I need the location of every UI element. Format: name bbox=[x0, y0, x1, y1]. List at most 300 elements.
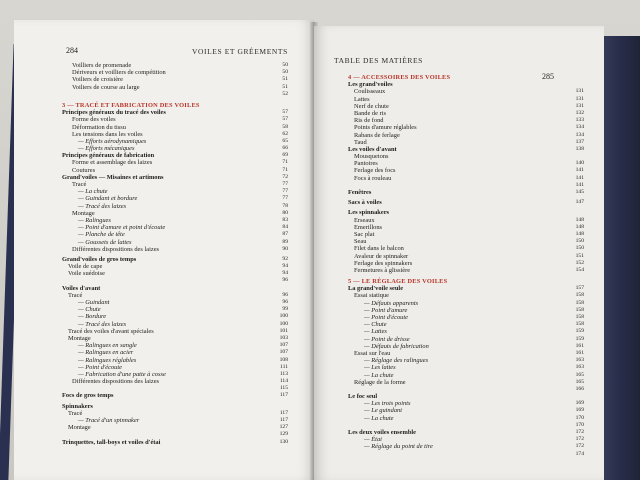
toc-entry bbox=[348, 224, 584, 231]
toc-entry-page: 84 bbox=[282, 224, 288, 231]
toc-entry-title: — Réglage des ralingues bbox=[364, 357, 429, 365]
toc-entry bbox=[62, 91, 288, 98]
toc-entry bbox=[348, 124, 584, 131]
toc-entry-title: Ferlage des focs bbox=[354, 167, 396, 175]
toc-entry-title: Sac plat bbox=[354, 230, 375, 238]
toc-entry-title: — Chute bbox=[78, 306, 101, 314]
toc-entry bbox=[62, 62, 288, 69]
toc-entry-title: Fermetures à glissière bbox=[354, 266, 411, 274]
toc-entry bbox=[348, 189, 584, 196]
toc-entry bbox=[62, 76, 288, 83]
toc-entry bbox=[348, 238, 584, 245]
toc-entry bbox=[348, 245, 584, 252]
toc-entry bbox=[348, 407, 584, 414]
toc-entry-title: 5 — LE RÉGLAGE DES VOILES bbox=[348, 278, 448, 286]
toc-entry-title: Tracé bbox=[68, 409, 83, 417]
toc-entry-title: Emerillons bbox=[354, 223, 383, 231]
toc-entry-page: 50 bbox=[282, 62, 288, 68]
toc-entry-title: Déformation du tissu bbox=[72, 123, 126, 131]
toc-entry-title: Rabans de ferlage bbox=[354, 131, 400, 139]
toc-entry-title: Forme et assemblage des laizes bbox=[72, 159, 153, 167]
toc-entry-title: — Guindant et bordure bbox=[78, 195, 138, 203]
toc-entry-title: — Point d'amure bbox=[364, 306, 408, 314]
toc-entry-page: 131 bbox=[575, 102, 584, 109]
toc-entry bbox=[348, 96, 584, 103]
toc-entry-page: 87 bbox=[282, 231, 288, 238]
toc-entry-page: 170 bbox=[575, 414, 584, 421]
toc-entry bbox=[348, 253, 584, 260]
toc-entry-title: Avaleur de spinnaker bbox=[354, 252, 409, 260]
toc-entry bbox=[348, 267, 584, 274]
toc-entry-page: 94 bbox=[282, 263, 288, 270]
toc-entry bbox=[348, 103, 584, 110]
toc-entry-page: 101 bbox=[279, 327, 288, 334]
toc-entry-title: Le foc seul bbox=[348, 393, 378, 401]
toc-entry bbox=[62, 231, 288, 238]
toc-entry-title: Sacs à voiles bbox=[348, 199, 382, 207]
toc-entry bbox=[62, 124, 288, 131]
toc-entry bbox=[348, 451, 584, 458]
toc-entry-title: Points d'amure réglables bbox=[354, 124, 417, 132]
toc-entry-title: — Lattes bbox=[364, 328, 387, 336]
toc-entry-page: 117 bbox=[279, 392, 288, 399]
toc-entry bbox=[348, 336, 584, 343]
toc-entry-title: — Étai bbox=[364, 436, 382, 444]
toc-entry-page: 52 bbox=[282, 90, 288, 97]
toc-entry-title: Forme des voiles bbox=[72, 116, 116, 124]
toc-entry bbox=[348, 300, 584, 307]
toc-entry-title: Ferlage des spinnakers bbox=[354, 259, 413, 267]
toc-entry-page: 148 bbox=[575, 216, 584, 223]
toc-entry-title: — Réglage du point de tire bbox=[364, 443, 433, 451]
toc-entry-title: Trinquettes, tall-boys et voiles d'étai bbox=[62, 438, 161, 446]
toc-entry-title: — Les trois points bbox=[364, 400, 411, 408]
toc-entry-page: 58 bbox=[282, 123, 288, 130]
toc-entry bbox=[348, 167, 584, 174]
toc-entry bbox=[348, 217, 584, 224]
toc-entry bbox=[348, 415, 584, 422]
toc-entry bbox=[348, 443, 584, 450]
toc-entry-page: 111 bbox=[280, 363, 288, 370]
toc-entry bbox=[348, 81, 584, 88]
toc-entry-title: — Tracé des laizes bbox=[78, 202, 127, 210]
toc-entry-page: 141 bbox=[575, 167, 584, 174]
toc-entry-page: 141 bbox=[575, 174, 584, 181]
toc-entry bbox=[62, 131, 288, 138]
toc-entry-page: 165 bbox=[575, 378, 584, 385]
toc-entry bbox=[62, 424, 288, 431]
toc-entry bbox=[62, 371, 288, 378]
right-page bbox=[314, 26, 604, 480]
toc-entry-title: Réglage de la forme bbox=[354, 378, 406, 386]
toc-entry-page: 115 bbox=[279, 385, 288, 392]
toc-entry bbox=[62, 439, 288, 446]
toc-entry-page: 117 bbox=[279, 409, 288, 416]
right-page-header: TABLE DES MATIÈRES bbox=[334, 56, 423, 65]
toc-entry bbox=[62, 256, 288, 263]
toc-entry-page: 137 bbox=[575, 138, 584, 145]
toc-entry-page: 72 bbox=[282, 173, 288, 180]
toc-entry-page: 89 bbox=[282, 238, 288, 245]
toc-entry-title: Erseaux bbox=[354, 216, 375, 224]
toc-entry bbox=[348, 379, 584, 386]
toc-entry-page: 169 bbox=[575, 407, 584, 414]
toc-entry bbox=[62, 357, 288, 364]
toc-entry bbox=[348, 436, 584, 443]
toc-entry-title: — Ralingues en sangle bbox=[78, 342, 137, 350]
toc-entry-page: 83 bbox=[282, 216, 288, 223]
toc-entry-page: 163 bbox=[575, 357, 584, 364]
toc-entry-page: 150 bbox=[575, 245, 584, 252]
toc-entry-title: Voile suédoise bbox=[68, 270, 105, 278]
toc-entry-page: 132 bbox=[575, 109, 584, 116]
toc-entry bbox=[348, 231, 584, 238]
toc-entry-page: 51 bbox=[282, 83, 288, 90]
toc-entry-page: 96 bbox=[282, 299, 288, 305]
toc-entry-page: 130 bbox=[279, 438, 288, 445]
toc-entry-page: 50 bbox=[282, 69, 288, 76]
toc-entry bbox=[62, 181, 288, 188]
toc-entry bbox=[348, 132, 584, 139]
toc-entry bbox=[62, 263, 288, 270]
toc-entry-page: 129 bbox=[279, 431, 288, 438]
toc-entry bbox=[62, 145, 288, 152]
toc-entry-title: Voile de cape bbox=[68, 263, 103, 271]
toc-entry-page: 148 bbox=[575, 230, 584, 237]
toc-entry bbox=[62, 167, 288, 174]
toc-entry-page: 158 bbox=[575, 299, 584, 306]
toc-entry-title: Principes généraux de fabrication bbox=[62, 152, 155, 160]
toc-entry-title: Taud bbox=[354, 138, 367, 146]
toc-entry-title: Grand'voiles de gros temps bbox=[62, 255, 137, 263]
toc-entry-title: Montage bbox=[72, 209, 95, 217]
toc-entry-page: 163 bbox=[575, 364, 584, 371]
toc-entry bbox=[62, 321, 288, 328]
toc-entry-title: Seau bbox=[354, 238, 367, 246]
toc-entry-page: 100 bbox=[279, 313, 288, 320]
toc-entry-title: Lattes bbox=[354, 95, 370, 103]
toc-entry-page: 77 bbox=[282, 188, 288, 195]
toc-entry bbox=[348, 146, 584, 153]
toc-entry-page: 80 bbox=[282, 209, 288, 216]
toc-entry-page: 150 bbox=[575, 238, 584, 245]
toc-entry bbox=[62, 378, 288, 385]
toc-entry bbox=[62, 385, 288, 392]
toc-entry bbox=[348, 139, 584, 146]
toc-entry-title: Fenêtres bbox=[348, 189, 372, 196]
toc-entry bbox=[62, 392, 288, 399]
toc-entry-page: 158 bbox=[575, 292, 584, 299]
toc-entry bbox=[348, 117, 584, 124]
toc-entry-page: 169 bbox=[575, 400, 584, 407]
toc-entry bbox=[62, 431, 288, 438]
toc-entry-title: — Point d'écoute bbox=[78, 363, 122, 371]
toc-entry-title: Pantoires bbox=[354, 160, 378, 168]
toc-entry-page: 166 bbox=[575, 385, 584, 392]
toc-entry-title: Les voiles d'avant bbox=[348, 145, 397, 153]
toc-entry bbox=[62, 328, 288, 335]
toc-entry-title: Coulisseaux bbox=[354, 88, 386, 96]
toc-entry-page: 108 bbox=[279, 356, 288, 363]
left-page-number: 284 bbox=[66, 46, 78, 55]
toc-entry bbox=[348, 199, 584, 206]
left-page bbox=[14, 20, 314, 480]
toc-entry-title: — Goussets de lattes bbox=[78, 238, 132, 246]
toc-entry-title: Tracé des voiles d'avant spéciales bbox=[68, 327, 154, 335]
toc-entry-title: — La chute bbox=[364, 371, 394, 379]
toc-entry-page: 51 bbox=[282, 76, 288, 83]
toc-entry bbox=[348, 422, 584, 429]
toc-entry-title: — Défauts apparents bbox=[364, 299, 419, 307]
toc-entry-title: — Planche de tête bbox=[78, 231, 125, 239]
toc-entry-page: 148 bbox=[575, 223, 584, 230]
toc-entry-page: 134 bbox=[575, 131, 584, 138]
toc-entry-page: 158 bbox=[575, 321, 584, 328]
toc-chapter-heading bbox=[348, 74, 584, 81]
toc-entry bbox=[62, 69, 288, 76]
toc-entry bbox=[348, 343, 584, 350]
toc-entry bbox=[348, 314, 584, 321]
toc-entry bbox=[62, 313, 288, 320]
toc-entry-title: 4 — ACCESSOIRES DES VOILES bbox=[348, 74, 451, 81]
toc-entry-title: 3 — TRACÉ ET FABRICATION DES VOILES bbox=[62, 101, 200, 109]
toc-entry-page: 103 bbox=[279, 334, 288, 341]
toc-entry-page: 117 bbox=[279, 417, 288, 423]
toc-entry bbox=[62, 210, 288, 217]
toc-entry-title: Tracé bbox=[72, 181, 87, 188]
toc-entry-title: — Tracé des laizes bbox=[78, 320, 127, 328]
toc-entry-page: 133 bbox=[575, 117, 584, 124]
toc-entry bbox=[348, 350, 584, 357]
toc-entry-title: Voiles d'avant bbox=[62, 284, 101, 292]
toc-entry-page: 71 bbox=[282, 159, 288, 166]
toc-entry-page: 96 bbox=[282, 291, 288, 298]
toc-entry-page: 113 bbox=[279, 370, 288, 377]
toc-entry-title: Voiliers de croisière bbox=[72, 76, 123, 84]
toc-entry-title: — Ralingues bbox=[78, 216, 111, 224]
toc-entry bbox=[348, 364, 584, 371]
toc-entry-title: — La chute bbox=[364, 414, 394, 422]
toc-entry-title: Principes généraux du tracé des voiles bbox=[62, 109, 166, 117]
toc-entry-page: 140 bbox=[575, 160, 584, 167]
toc-entry bbox=[62, 159, 288, 166]
toc-entry-title: Essai sur l'eau bbox=[354, 349, 391, 357]
toc-entry-title: Ris de fond bbox=[354, 117, 384, 125]
right-toc bbox=[348, 74, 584, 458]
toc-entry-page: 78 bbox=[282, 202, 288, 209]
toc-entry bbox=[348, 321, 584, 328]
toc-entry bbox=[348, 209, 584, 216]
toc-entry-page: 65 bbox=[282, 137, 288, 144]
toc-entry-title: Focs de gros temps bbox=[62, 392, 114, 400]
toc-entry bbox=[62, 403, 288, 410]
toc-entry-title: Montage bbox=[68, 424, 91, 432]
toc-entry-page: 172 bbox=[575, 429, 584, 435]
toc-entry-title: Les tensions dans les voiles bbox=[72, 130, 143, 138]
toc-entry-title: Les deux voiles ensemble bbox=[348, 429, 416, 436]
toc-entry-page: 77 bbox=[282, 181, 288, 187]
toc-entry-page: 154 bbox=[575, 266, 584, 273]
toc-entry-title: — Efforts mécaniques bbox=[78, 145, 135, 153]
toc-entry-page: 159 bbox=[575, 328, 584, 335]
toc-entry bbox=[348, 292, 584, 299]
toc-entry-title: — Point de drisse bbox=[364, 335, 410, 343]
toc-entry-page: 161 bbox=[575, 342, 584, 349]
toc-entry-title: — Défauts de fabrication bbox=[364, 342, 429, 350]
toc-entry-title: Voilliers de promenade bbox=[72, 62, 132, 69]
toc-entry-page: 159 bbox=[575, 335, 584, 342]
toc-entry-title: Grand'voiles — Misaines et artimons bbox=[62, 173, 164, 181]
toc-entry bbox=[62, 335, 288, 342]
toc-entry-page: 141 bbox=[575, 181, 584, 188]
toc-entry-title: Nerf de chute bbox=[354, 102, 389, 110]
toc-entry-page: 96 bbox=[282, 277, 288, 284]
toc-entry bbox=[62, 292, 288, 299]
toc-entry-title: Bande de ris bbox=[354, 109, 386, 117]
toc-entry-title: — Fabrication d'une patte à cosse bbox=[78, 370, 166, 378]
toc-entry bbox=[62, 217, 288, 224]
toc-entry-page: 138 bbox=[575, 145, 584, 152]
toc-entry bbox=[62, 299, 288, 306]
toc-entry-title: — Tracé d'un spinnaker bbox=[78, 417, 140, 424]
toc-entry-page: 134 bbox=[575, 124, 584, 131]
toc-entry-title: — La chute bbox=[78, 188, 108, 196]
toc-entry-title: Coutures bbox=[72, 166, 96, 174]
toc-entry bbox=[348, 88, 584, 95]
toc-entry bbox=[62, 270, 288, 277]
toc-entry bbox=[348, 357, 584, 364]
toc-entry bbox=[62, 277, 288, 284]
toc-entry bbox=[62, 410, 288, 417]
toc-entry bbox=[348, 160, 584, 167]
toc-entry-page: 158 bbox=[575, 306, 584, 313]
toc-entry-page: 158 bbox=[575, 314, 584, 320]
toc-entry bbox=[62, 116, 288, 123]
toc-entry bbox=[62, 203, 288, 210]
left-toc bbox=[62, 62, 288, 446]
toc-entry bbox=[348, 307, 584, 314]
toc-entry-title: Filet dans le balcon bbox=[354, 245, 404, 253]
toc-entry bbox=[348, 372, 584, 379]
toc-entry-title: — Ralingues réglables bbox=[78, 356, 137, 364]
toc-entry-page: 165 bbox=[575, 371, 584, 378]
toc-entry-page: 145 bbox=[575, 189, 584, 195]
toc-entry-title: — Guindant bbox=[78, 299, 110, 306]
toc-entry-title: Voiliers de course au large bbox=[72, 83, 140, 91]
toc-entry bbox=[348, 400, 584, 407]
toc-entry-page: 100 bbox=[279, 320, 288, 327]
toc-entry-title: Montage bbox=[68, 334, 91, 342]
toc-entry-title: — Point d'écoute bbox=[364, 314, 408, 321]
toc-chapter-heading bbox=[348, 278, 584, 285]
toc-entry-title: — Efforts aérodynamiques bbox=[78, 137, 147, 145]
toc-entry-page: 172 bbox=[575, 443, 584, 450]
toc-entry-title: Tracé bbox=[68, 291, 83, 299]
toc-entry-page: 107 bbox=[279, 342, 288, 349]
toc-entry-page: 127 bbox=[279, 424, 288, 431]
toc-entry bbox=[348, 175, 584, 182]
toc-entry-page: 151 bbox=[575, 252, 584, 259]
toc-entry-page: 131 bbox=[575, 95, 584, 102]
toc-entry-page: 94 bbox=[282, 270, 288, 277]
toc-entry bbox=[62, 285, 288, 292]
toc-entry bbox=[62, 417, 288, 424]
toc-entry-page: 147 bbox=[575, 199, 584, 206]
toc-entry bbox=[62, 174, 288, 181]
toc-entry-page: 99 bbox=[282, 306, 288, 313]
toc-entry-title: Les grand'voiles bbox=[348, 81, 393, 89]
toc-entry bbox=[62, 239, 288, 246]
toc-entry-title: — Chute bbox=[364, 321, 387, 329]
right-page-number: 285 bbox=[542, 72, 554, 81]
toc-entry-page: 71 bbox=[282, 166, 288, 173]
toc-entry-page: 57 bbox=[282, 116, 288, 123]
toc-entry-page: 62 bbox=[282, 130, 288, 137]
toc-entry bbox=[348, 285, 584, 292]
toc-entry bbox=[62, 138, 288, 145]
toc-entry-page: 174 bbox=[575, 450, 584, 457]
toc-entry-title: Différentes dispositions des laizes bbox=[72, 378, 160, 386]
toc-entry-page: 107 bbox=[279, 349, 288, 356]
toc-entry-title: Spinnakers bbox=[62, 402, 93, 410]
toc-entry-page: 172 bbox=[575, 436, 584, 443]
toc-entry bbox=[62, 349, 288, 356]
toc-entry-page: 131 bbox=[575, 88, 584, 95]
toc-entry-page: 66 bbox=[282, 145, 288, 152]
toc-entry bbox=[62, 246, 288, 253]
toc-entry bbox=[348, 429, 584, 436]
toc-entry bbox=[348, 328, 584, 335]
toc-entry bbox=[348, 153, 584, 160]
toc-entry-title: Différentes dispositions des laizes bbox=[72, 245, 160, 253]
toc-entry bbox=[62, 342, 288, 349]
toc-entry-page: 77 bbox=[282, 195, 288, 202]
toc-entry bbox=[348, 393, 584, 400]
toc-entry-page: 157 bbox=[575, 285, 584, 292]
toc-entry-title: Focs à rouleau bbox=[354, 174, 392, 182]
toc-entry-page: 57 bbox=[282, 109, 288, 116]
toc-entry-page: 114 bbox=[279, 378, 288, 385]
left-page-header: VOILES ET GRÉEMENTS bbox=[192, 47, 288, 56]
toc-entry-title: — Ralingues en acier bbox=[78, 349, 134, 357]
toc-entry bbox=[62, 109, 288, 116]
toc-entry-title: — Point d'amure et point d'écoute bbox=[78, 224, 166, 232]
toc-entry bbox=[62, 306, 288, 313]
toc-entry-page: 90 bbox=[282, 245, 288, 252]
toc-entry-title: — Les lattes bbox=[364, 364, 396, 372]
toc-entry-title: La grand'voile seule bbox=[348, 285, 404, 293]
toc-entry bbox=[62, 364, 288, 371]
toc-entry bbox=[348, 110, 584, 117]
toc-entry-page: 170 bbox=[575, 421, 584, 428]
toc-entry-title: Essai statique bbox=[354, 292, 389, 300]
toc-entry bbox=[62, 84, 288, 91]
toc-entry bbox=[348, 260, 584, 267]
toc-entry-title: Les spinnakers bbox=[348, 209, 390, 217]
toc-entry-page: 92 bbox=[282, 255, 288, 262]
toc-entry bbox=[62, 152, 288, 159]
toc-entry bbox=[348, 386, 584, 393]
toc-entry bbox=[348, 182, 584, 189]
toc-entry bbox=[62, 224, 288, 231]
toc-entry-title: — Le guindant bbox=[364, 407, 402, 415]
toc-entry-page: 161 bbox=[575, 349, 584, 356]
toc-entry-page: 152 bbox=[575, 259, 584, 266]
toc-entry bbox=[62, 195, 288, 202]
toc-entry bbox=[62, 188, 288, 195]
toc-entry-page: 69 bbox=[282, 152, 288, 159]
toc-chapter-heading bbox=[62, 102, 288, 109]
